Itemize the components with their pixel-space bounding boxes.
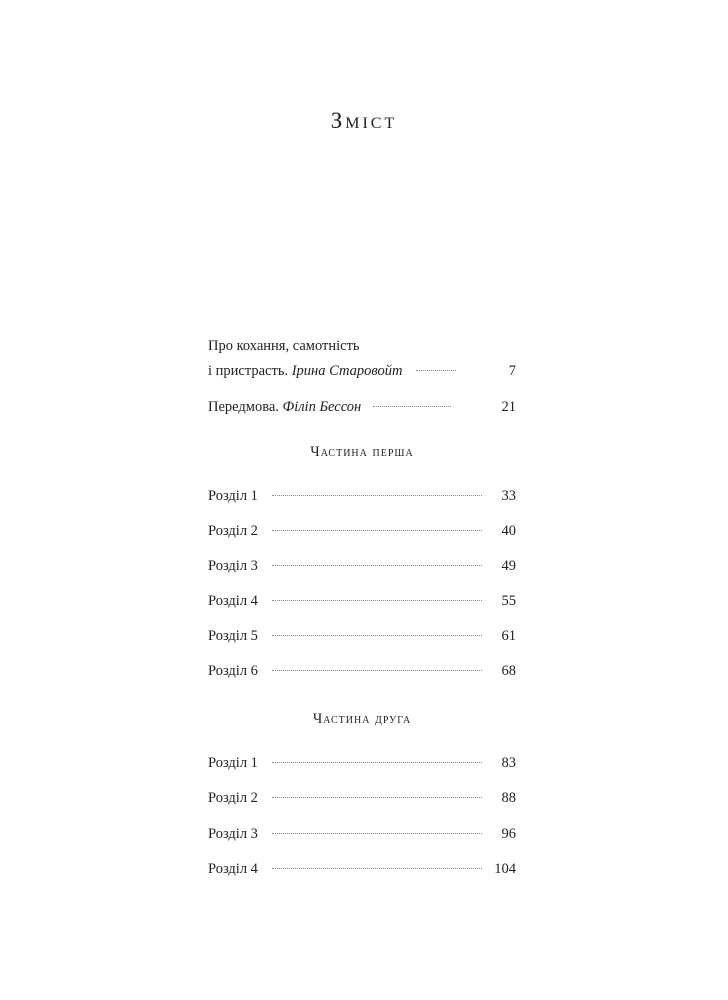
toc-entry-chapter[interactable] <box>208 485 516 507</box>
dot-leader <box>272 600 482 601</box>
toc-entry-page: 96 <box>501 826 516 842</box>
toc-entry-label: Розділ 6 <box>208 663 258 679</box>
toc-entry-author: Філіп Бессон <box>282 399 362 415</box>
toc-entry-author: Ірина Старовойт <box>291 363 403 379</box>
toc-entry-intro-line1 <box>208 335 516 357</box>
toc-entry-label: і пристрасть. Ірина Старовойт <box>208 363 403 379</box>
toc-entry-label: Розділ 1 <box>208 755 258 771</box>
toc-entry-page: 88 <box>501 790 516 806</box>
toc-entry-preface[interactable] <box>208 396 516 418</box>
part-title: Частина перша <box>310 444 414 460</box>
toc-entry-chapter[interactable] <box>208 858 516 880</box>
toc-entry-page: 104 <box>494 861 516 877</box>
dot-leader <box>373 406 451 407</box>
toc-entry-page: 49 <box>501 558 516 574</box>
dot-leader <box>272 565 482 566</box>
page-title: Зміст <box>330 108 398 133</box>
toc-entry-label: Розділ 2 <box>208 790 258 806</box>
toc-entry-page: 21 <box>501 399 516 415</box>
toc-entry-label: Розділ 4 <box>208 861 258 877</box>
toc-entry-label: Про кохання, самотність <box>208 338 360 354</box>
toc-entry-intro[interactable] <box>208 360 516 382</box>
toc-entry-label: Передмова. Філіп Бессон <box>208 399 362 415</box>
toc-entry-page: 68 <box>501 663 516 679</box>
toc-entry-label: Розділ 2 <box>208 523 258 539</box>
toc-entry-page: 55 <box>501 593 516 609</box>
toc-entry-page: 61 <box>501 628 516 644</box>
toc-entry-chapter[interactable] <box>208 555 516 577</box>
toc-entry-chapter[interactable] <box>208 625 516 647</box>
toc-entry-label: Розділ 3 <box>208 558 258 574</box>
dot-leader <box>272 797 482 798</box>
dot-leader <box>272 833 482 834</box>
dot-leader <box>272 868 482 869</box>
toc-entry-page: 40 <box>501 523 516 539</box>
toc-entry-page: 33 <box>501 488 516 504</box>
toc-entry-label: Розділ 3 <box>208 826 258 842</box>
dot-leader <box>272 670 482 671</box>
toc-entry-label: Розділ 5 <box>208 628 258 644</box>
dot-leader <box>272 495 482 496</box>
toc-entry-chapter[interactable] <box>208 520 516 542</box>
toc-entry-label: Розділ 4 <box>208 593 258 609</box>
toc-entry-page: 83 <box>501 755 516 771</box>
toc-entry-page: 7 <box>508 363 516 379</box>
toc-entry-label: Розділ 1 <box>208 488 258 504</box>
dot-leader <box>416 370 456 371</box>
toc-entry-chapter[interactable] <box>208 787 516 809</box>
toc-entry-chapter[interactable] <box>208 752 516 774</box>
dot-leader <box>272 635 482 636</box>
toc-entry-chapter[interactable] <box>208 823 516 845</box>
toc-entry-chapter[interactable] <box>208 660 516 682</box>
dot-leader <box>272 530 482 531</box>
part-title: Частина друга <box>312 711 412 727</box>
toc-entry-chapter[interactable] <box>208 590 516 612</box>
dot-leader <box>272 762 482 763</box>
